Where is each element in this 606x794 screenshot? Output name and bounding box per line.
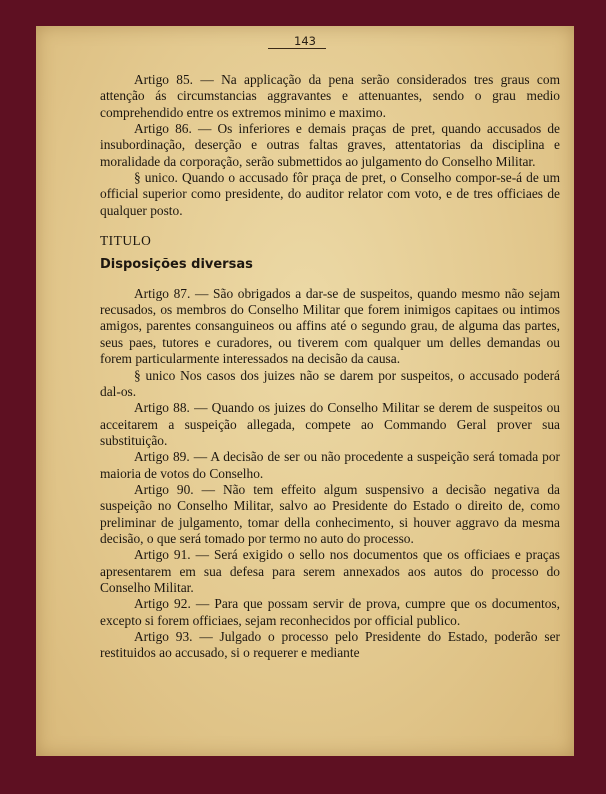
paragraph-artigo-93: Artigo 93. — Julgado o processo pelo Presidente do Estado, poderão ser restituidos ao accusado, si o requerer e mediante <box>100 629 560 661</box>
paragraph-paragrafo-unico-87: § unico Nos casos dos juizes não se darem por suspeitos, o accusado poderá dal-os. <box>100 367 560 399</box>
paragraph-artigo-92: Artigo 92. — Para que possam servir de prova, cumpre que os documentos, excepto si forem officiaes, sejam reconhecidos por official publico. <box>100 596 560 628</box>
paragraph-paragrafo-unico-86: § unico. Quando o accusado fôr praça de pret, o Conselho compor-se-á de um official superior como presidente, do auditor relator com voto, e de tres officiaes de qualquer posto. <box>100 170 560 218</box>
section-title: TITULO <box>100 233 152 249</box>
paragraph-artigo-87: Artigo 87. — São obrigados a dar-se de suspeitos, quando mesmo não sejam recusados, os membros do Conselho Militar que forem inimigos capitaes ou intimos amigos, parentes consanguineos ou affins até o segundo grau, de alguma das partes, seus paes, tutores e curadores, ou tiverem com qualquer um delles demandas ou forem particularmente interessados na decisão da causa. <box>100 285 560 367</box>
paragraph-artigo-89: Artigo 89. — A decisão de ser ou não procedente a suspeição será tomada por maioria de votos do Conselho. <box>100 449 560 481</box>
paragraph-artigo-91: Artigo 91. — Será exigido o sello nos documentos que os officiaes e praças apresentarem em sua defesa para serem annexados aos autos do processo do Conselho Militar. <box>100 547 560 595</box>
page-body <box>100 72 560 662</box>
paragraph-artigo-86: Artigo 86. — Os inferiores e demais praças de pret, quando accusados de insubordinação, deserção e outras faltas graves, attentatorias da disciplina e moralidade da corporação, serão submettidos ao julgamento do Conselho Militar. <box>100 121 560 169</box>
paragraph-artigo-85: Artigo 85. — Na applicação da pena serão considerados tres graus com attenção ás circumstancias aggravantes e attenuantes, sendo o grau medio comprehendido entre os extremos minimo e maximo. <box>100 72 560 120</box>
page-number: 143 <box>294 34 316 48</box>
paragraph-artigo-88: Artigo 88. — Quando os juizes do Conselho Militar se derem de suspeitos ou acceitarem a suspeição allegada, compete ao Commando Geral prover sua substituição. <box>100 400 560 448</box>
book-page <box>36 26 574 756</box>
paragraph-artigo-90: Artigo 90. — Não tem effeito algum suspensivo a decisão negativa da suspeição no Conselho Militar, salvo ao Presidente do Estado o direito de, como preliminar de julgamento, tomar della conhecimento, si houver aggravo da mesma decisão, o que será tomado por termo no auto do processo. <box>100 481 560 546</box>
section-subtitle: Disposições diversas <box>100 257 253 273</box>
page-number-rule <box>268 48 326 49</box>
